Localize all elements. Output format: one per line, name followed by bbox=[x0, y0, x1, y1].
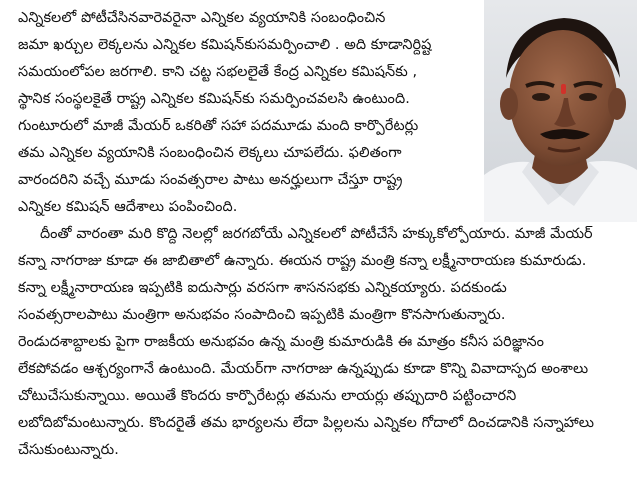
portrait-photo bbox=[484, 0, 637, 222]
article-line-9: దీంతో వారంతా మరి కొద్ది నెలల్లో జరగబోయే ఎన్నికలలో పోటీచేసే హక్కుకోల్పోయారు. మాజీ మేయర్ bbox=[40, 226, 593, 242]
article-line-15: చోటుచేసుకున్నాయి. అయితే కొందరు కార్పొరేటర్లు తమను లాయర్లు తప్పుదారి పట్టించారని bbox=[18, 388, 517, 404]
article-line-2: జమా ఖర్చుల లెక్కలను ఎన్నికల కమిషన్‌కుసమర్పించాలి . అది కూడానిర్దిష్ట bbox=[18, 37, 432, 53]
article-line-3: సమయంలోపల జరగాలి. కాని చట్ట సభలలైతే కేంద్ర ఎన్నికల కమిషన్‌కు , bbox=[18, 64, 418, 80]
article-line-16: లబోదిబోమంటున్నారు. కొందరైతే తమ భార్యలను లేదా పిల్లలను ఎన్నికల గోదాలో దించడానికి సన్నాహాలు bbox=[18, 415, 595, 431]
article-line-5: గుంటూరులో మాజీ మేయర్ ఒకరితో సహా పదమూడు మంది కార్పొరేటర్లు bbox=[18, 118, 419, 134]
article-line-6: తమ ఎన్నికల వ్యయానికి సంబంధించిన లెక్కలు చూపలేదు. ఫలితంగా bbox=[18, 145, 402, 161]
portrait-illustration bbox=[484, 0, 637, 222]
article-line-17: చేసుకుంటున్నారు. bbox=[18, 442, 119, 458]
article-line-1: ఎన్నికలలో పోటీచేసినవారెవరైనా ఎన్నికల వ్యయానికి సంబంధించిన bbox=[18, 10, 386, 26]
article-line-11: కన్నా లక్ష్మీనారాయణ ఇప్పటికి ఐదుసార్లు వరసగా శాసనసభకు ఎన్నికయ్యారు. పదకుండు bbox=[18, 280, 507, 296]
article-line-14: లేకపోవడం ఆశ్చర్యంగానే ఉంటుంది. మేయర్‌గా నాగరాజు ఉన్నప్పుడు కూడా కొన్ని వివాదాస్పద అంశాలు bbox=[18, 361, 589, 377]
article-line-10: కన్నా నాగరాజు కూడా ఈ జాబితాలో ఉన్నారు. ఈయన రాష్ట్ర మంత్రి కన్నా లక్ష్మీనారాయణ కుమారుడు. bbox=[18, 253, 587, 269]
article-line-7: వారందరిని వచ్చే మూడు సంవత్సరాల పాటు అనర్హులుగా చేస్తూ రాష్ట్ర bbox=[18, 172, 403, 188]
article-line-4: స్థానిక సంస్థలకైతే రాష్ట్ర ఎన్నికల కమిషన్‌కు సమర్పించవలసి ఉంటుంది. bbox=[18, 91, 410, 107]
article-line-13: రెండుదశాబ్దాలకు పైగా రాజకీయ అనుభవం ఉన్న మంత్రి కుమారుడికి ఈ మాత్రం కనీస పరిజ్ఞానం bbox=[18, 334, 544, 350]
article-line-8: ఎన్నికల కమిషన్ ఆదేశాలు పంపించింది. bbox=[18, 199, 238, 215]
article-line-12: సంవత్సరాలపాటు మంత్రిగా అనుభవం సంపాదించి ఇప్పటికి మంత్రిగా కొనసాగుతున్నారు. bbox=[18, 307, 506, 323]
